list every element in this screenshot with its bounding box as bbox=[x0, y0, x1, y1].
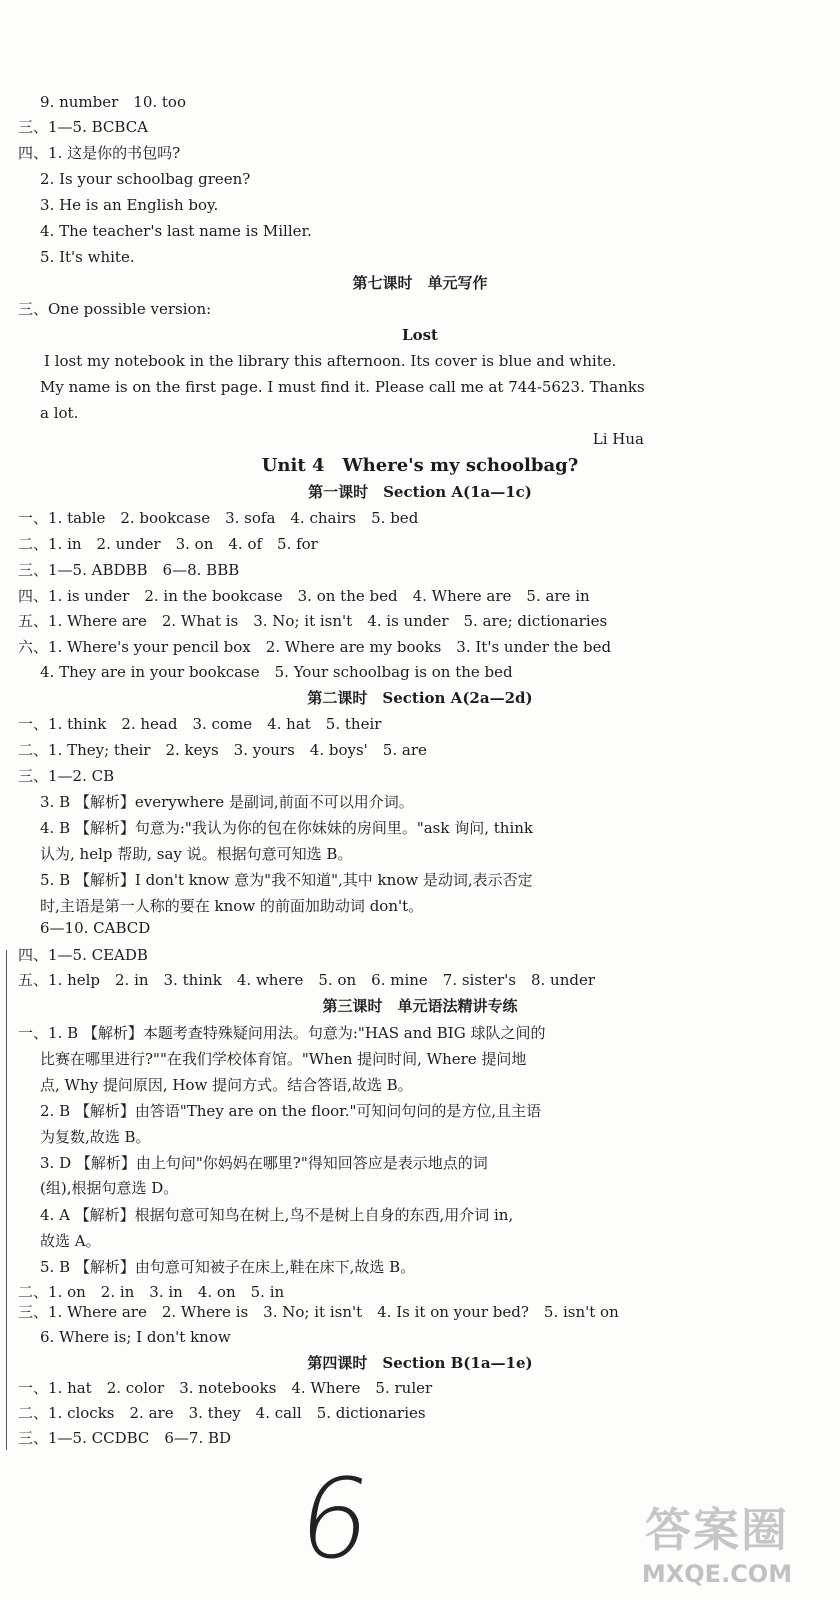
answer-line: Unit 4 Where's my schoolbag? bbox=[261, 455, 579, 476]
answer-line: 6—10. CABCD bbox=[40, 919, 151, 937]
watermark-logo bbox=[612, 1464, 822, 1594]
answer-line: 第四课时 Section B(1a—1e) bbox=[307, 1354, 533, 1372]
answer-line: 一、1. B 【解析】本题考查特殊疑问用法。句意为:"HAS and BIG 球队之间的 bbox=[18, 1024, 546, 1042]
answer-line: 3. B 【解析】everywhere 是副词,前面不可以用介词。 bbox=[40, 793, 414, 811]
answer-line: 四、1. is under 2. in the bookcase 3. on the bed 4. Where are 5. are in bbox=[18, 587, 590, 605]
answer-line: 2. B 【解析】由答语"They are on the floor."可知问句问的是方位,且主语 bbox=[40, 1102, 542, 1120]
watermark-url: MXQE.COM bbox=[641, 1560, 793, 1588]
answer-line: 4. The teacher's last name is Miller. bbox=[40, 222, 312, 240]
answer-line: 二、1. on 2. in 3. in 4. on 5. in bbox=[18, 1283, 285, 1301]
answer-line: 四、1—5. CEADB bbox=[18, 946, 148, 964]
answer-line: I lost my notebook in the library this afternoon. Its cover is blue and white. bbox=[44, 352, 617, 370]
answer-line: 二、1. They; their 2. keys 3. yours 4. boys' 5. are bbox=[18, 741, 427, 759]
answer-line: 比赛在哪里进行?""在我们学校体育馆。"When 提问时间, Where 提问地 bbox=[40, 1050, 527, 1068]
answer-line: 3. He is an English boy. bbox=[40, 196, 219, 214]
answer-line: Li Hua bbox=[592, 430, 644, 448]
answer-line: 4. B 【解析】句意为:"我认为你的包在你妹妹的房间里。"ask 询问, think bbox=[40, 819, 533, 837]
answer-line: 四、1. 这是你的书包吗? bbox=[18, 144, 181, 162]
answer-line: 三、1—5. ABDBB 6—8. BBB bbox=[18, 561, 240, 579]
answer-line: 六、1. Where's your pencil box 2. Where are my books 3. It's under the bed bbox=[18, 638, 612, 656]
answer-line: Lost bbox=[402, 326, 438, 344]
answer-line: 故选 A。 bbox=[40, 1232, 101, 1250]
answer-line: 三、1—5. BCBCA bbox=[18, 118, 149, 136]
answer-line: 三、One possible version: bbox=[18, 300, 212, 318]
answer-line: 二、1. clocks 2. are 3. they 4. call 5. dictionaries bbox=[18, 1404, 426, 1422]
answer-line: 4. A 【解析】根据句意可知鸟在树上,鸟不是树上自身的东西,用介词 in, bbox=[40, 1206, 514, 1224]
answer-line: 2. Is your schoolbag green? bbox=[40, 170, 251, 188]
handwritten-page-number: 6 bbox=[291, 1455, 379, 1583]
answer-line: a lot. bbox=[40, 404, 79, 422]
answer-line: 三、1—5. CCDBC 6—7. BD bbox=[18, 1429, 232, 1447]
answer-line: 三、1. Where are 2. Where is 3. No; it isn't 4. Is it on your bed? 5. isn't on bbox=[18, 1303, 619, 1321]
answer-line: 3. D 【解析】由上句问"你妈妈在哪里?"得知回答应是表示地点的词 bbox=[40, 1154, 488, 1172]
answer-line: 第二课时 Section A(2a—2d) bbox=[307, 689, 533, 707]
answer-line: 五、1. help 2. in 3. think 4. where 5. on 6. mine 7. sister's 8. under bbox=[18, 971, 596, 989]
answer-line: 五、1. Where are 2. What is 3. No; it isn't 4. is under 5. are; dictionaries bbox=[18, 612, 608, 630]
answer-line: 一、1. think 2. head 3. come 4. hat 5. their bbox=[18, 715, 382, 733]
answer-line: 第一课时 Section A(1a—1c) bbox=[308, 483, 532, 501]
answer-line: 时,主语是第一人称的要在 know 的前面加助动词 don't。 bbox=[40, 897, 424, 915]
margin-line bbox=[6, 950, 7, 1450]
answer-line: 5. B 【解析】I don't know 意为"我不知道",其中 know 是动词,表示否定 bbox=[40, 871, 533, 889]
answer-line: 9. number 10. too bbox=[40, 93, 186, 111]
watermark-chars: 答案圈 bbox=[645, 1503, 789, 1557]
answer-line: 5. B 【解析】由句意可知被子在床上,鞋在床下,故选 B。 bbox=[40, 1258, 416, 1276]
answer-line: 三、1—2. CB bbox=[18, 767, 115, 785]
answer-line: 一、1. hat 2. color 3. notebooks 4. Where 5. ruler bbox=[18, 1379, 433, 1397]
answer-line: 第七课时 单元写作 bbox=[352, 274, 488, 292]
answer-line: 二、1. in 2. under 3. on 4. of 5. for bbox=[18, 535, 318, 553]
answer-line: 第三课时 单元语法精讲专练 bbox=[322, 997, 518, 1015]
answer-line: 点, Why 提问原因, How 提问方式。结合答语,故选 B。 bbox=[40, 1076, 413, 1094]
answer-line: (组),根据句意选 D。 bbox=[40, 1179, 179, 1197]
answer-line: 一、1. table 2. bookcase 3. sofa 4. chairs 5. bed bbox=[18, 509, 419, 527]
answer-line: 5. It's white. bbox=[40, 248, 135, 266]
answer-line: 6. Where is; I don't know bbox=[40, 1328, 231, 1346]
answer-line: 认为, help 帮助, say 说。根据句意可知选 B。 bbox=[40, 845, 353, 863]
answer-line: 4. They are in your bookcase 5. Your schoolbag is on the bed bbox=[40, 663, 513, 681]
answer-line: 为复数,故选 B。 bbox=[40, 1128, 151, 1146]
answer-line: My name is on the first page. I must find it. Please call me at 744-5623. Thanks bbox=[40, 378, 645, 396]
